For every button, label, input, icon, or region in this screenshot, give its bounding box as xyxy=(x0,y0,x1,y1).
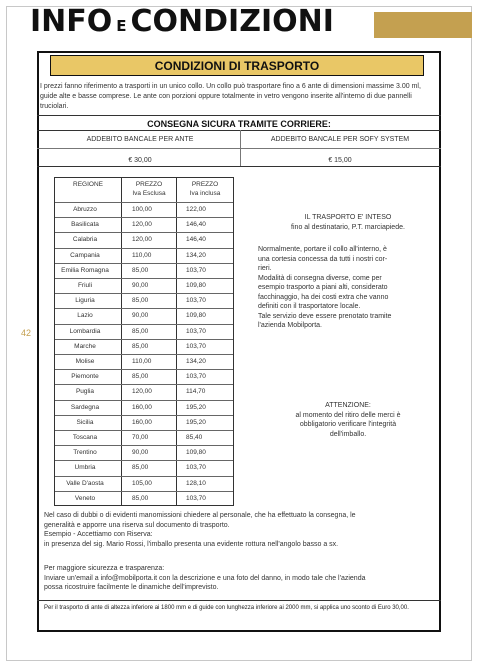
price-incl-vat-cell: 146,40 xyxy=(186,236,206,244)
consegna-title: CONSEGNA SICURA TRAMITE CORRIERE: xyxy=(147,119,331,129)
delivery-note-line: definiti con il trasportatore locale. xyxy=(258,303,361,310)
delivery-note-line: rieri. xyxy=(258,265,272,272)
region-cell: Marche xyxy=(74,342,96,350)
table-row xyxy=(55,415,233,431)
table-row xyxy=(55,278,233,294)
header-prezzo-inclusa xyxy=(177,180,233,198)
divider xyxy=(37,148,441,149)
bottom-text-line: Nel caso di dubbi o di evidenti manomissioni chiedere al personale, che ha effettuato la consegna, le xyxy=(44,512,356,519)
price-incl-vat-cell: 122,00 xyxy=(186,206,206,213)
delivery-notes xyxy=(258,245,438,331)
section-title-box xyxy=(50,55,424,76)
header-prezzo-inclusa-line1: PREZZO xyxy=(191,181,219,188)
price-excl-vat-cell: 85,00 xyxy=(132,373,149,381)
region-cell: Sardegna xyxy=(70,403,100,411)
table-row xyxy=(55,445,233,461)
region-cell: Piemonte xyxy=(71,373,99,381)
row-divider xyxy=(55,308,233,309)
page-number: 42 xyxy=(21,328,32,338)
header-gold-bar xyxy=(374,12,472,38)
delivery-note-line: Modalità di consegna diverse, come per xyxy=(258,274,382,282)
region-cell: Calabria xyxy=(72,236,98,244)
addebito-sofy-label: ADDEBITO BANCALE PER SOFY SYSTEM xyxy=(270,136,410,143)
price-excl-vat-cell: 110,00 xyxy=(132,251,152,259)
price-incl-vat-cell: 109,80 xyxy=(186,282,206,289)
table-row xyxy=(55,202,233,218)
region-cell: Liguria xyxy=(75,297,95,305)
header-prezzo-esclusa-line2: Iva Esclusa xyxy=(132,190,166,197)
intro-paragraph: I prezzi fanno riferimento a trasporti in un unico collo. Un collo può trasportare fino a 6 ante di dimensioni massime 3.00 ml, guide alte e basse comprese. Le ante con porzioni oppure totalmente in vetro vengono inserite all'interno di due pannelli truciolari. xyxy=(40,83,421,110)
region-cell: Emilia Romagna xyxy=(61,266,109,274)
bottom-text-line: generalità e apporre una riserva sul documento di trasporto. xyxy=(44,521,230,529)
price-excl-vat-cell: 85,00 xyxy=(132,464,149,472)
page-header xyxy=(0,0,478,46)
row-divider xyxy=(55,339,233,340)
table-row xyxy=(55,232,233,248)
divider xyxy=(37,166,441,167)
price-incl-vat-cell: 109,80 xyxy=(186,312,206,320)
row-divider xyxy=(55,460,233,461)
price-incl-vat-cell: 103,70 xyxy=(186,464,206,472)
price-incl-vat-cell: 134,20 xyxy=(186,251,206,259)
attenzione-line: dell'imballo. xyxy=(329,430,367,438)
region-cell: Campania xyxy=(70,251,100,259)
row-divider xyxy=(55,384,233,385)
price-incl-vat-cell: 114,70 xyxy=(186,388,206,396)
delivery-note-line: facchinaggio, ha dei costi extra che vanno xyxy=(258,293,389,301)
addebito-ante-label: ADDEBITO BANCALE PER ANTE xyxy=(86,136,194,143)
header-prezzo-esclusa xyxy=(122,180,176,198)
region-cell: Sicilia xyxy=(76,418,94,426)
row-divider xyxy=(55,293,233,294)
price-excl-vat-cell: 90,00 xyxy=(132,282,149,289)
header-title-connector: E xyxy=(116,17,127,35)
delivery-note-line: una cortesia concessa da tutti i nostri cor- xyxy=(258,255,388,263)
price-incl-vat-cell: 134,20 xyxy=(186,358,206,365)
table-row xyxy=(55,400,233,416)
row-divider xyxy=(55,324,233,325)
row-divider xyxy=(55,476,233,477)
price-incl-vat-cell: 195,20 xyxy=(186,418,206,426)
addebito-ante-price: € 30,00 xyxy=(128,157,152,164)
region-cell: Lombardia xyxy=(69,327,101,335)
price-incl-vat-cell: 195,20 xyxy=(186,403,206,411)
price-excl-vat-cell: 100,00 xyxy=(132,206,152,213)
row-divider xyxy=(55,263,233,264)
price-incl-vat-cell: 146,40 xyxy=(186,221,206,229)
table-row xyxy=(55,263,233,279)
row-divider xyxy=(55,415,233,416)
delivery-note-line: l'azienda Mobilporta. xyxy=(258,322,322,329)
price-incl-vat-cell: 103,70 xyxy=(186,373,206,381)
row-divider xyxy=(55,217,233,218)
region-cell: Valle D'aosta xyxy=(66,479,104,487)
table-row xyxy=(55,460,233,476)
region-cell: Trentino xyxy=(73,449,97,457)
region-cell: Puglia xyxy=(75,388,95,396)
delivery-note-line: esempio trasporto a piani alti, considerato xyxy=(258,284,388,291)
bottom-text-line: Esempio - Accettiamo con Riserva: xyxy=(44,531,153,538)
price-excl-vat-cell: 85,00 xyxy=(132,327,149,335)
table-row xyxy=(55,339,233,355)
header-prezzo-inclusa-line2: Iva inclusa xyxy=(189,190,221,197)
price-excl-vat-cell: 160,00 xyxy=(132,418,152,426)
header-prezzo-esclusa-line1: PREZZO xyxy=(135,181,163,188)
attenzione-line: obbligatorio verificare l'integrità xyxy=(299,421,397,428)
addebito-sofy-price: € 15,00 xyxy=(328,157,352,164)
price-excl-vat-cell: 110,00 xyxy=(132,358,152,365)
row-divider xyxy=(55,248,233,249)
row-divider xyxy=(55,202,233,203)
table-row xyxy=(55,217,233,233)
price-excl-vat-cell: 85,00 xyxy=(132,342,149,350)
table-row xyxy=(55,430,233,446)
bottom-text-line: in presenza del sig. Mario Rossi, l'imballo presenta una evidente rottura nell'angolo basso a sx. xyxy=(44,540,339,548)
header-region: REGIONE xyxy=(73,181,103,188)
row-divider xyxy=(55,232,233,233)
header-title xyxy=(30,4,334,39)
price-incl-vat-cell: 109,80 xyxy=(186,449,206,457)
table-row xyxy=(55,324,233,340)
price-excl-vat-cell: 105,00 xyxy=(132,479,152,487)
attenzione-note xyxy=(258,401,438,439)
price-excl-vat-cell: 120,00 xyxy=(132,236,152,244)
region-cell: Lazio xyxy=(77,312,93,320)
price-incl-vat-cell: 103,70 xyxy=(186,327,206,335)
header-title-condizioni: CONDIZIONI xyxy=(130,4,334,39)
price-excl-vat-cell: 160,00 xyxy=(132,403,152,411)
region-cell: Toscana xyxy=(72,434,98,441)
delivery-note-line: Tale servizio deve essere prenotato tramite xyxy=(258,312,392,320)
trasparenza-paragraph xyxy=(44,564,436,593)
region-cell: Abruzzo xyxy=(73,206,97,213)
price-excl-vat-cell: 85,00 xyxy=(132,494,149,502)
attenzione-line: al momento del ritiro delle merci è xyxy=(295,411,401,419)
table-row xyxy=(55,384,233,400)
delivery-note-line: Normalmente, portare il collo all'interno, è xyxy=(258,246,387,253)
divider xyxy=(37,115,441,116)
row-divider xyxy=(55,354,233,355)
trasporto-line: fino al destinatario, P.T. marciapiede. xyxy=(291,223,405,231)
header-title-info: INFO xyxy=(30,4,113,39)
section-title: CONDIZIONI DI TRASPORTO xyxy=(154,59,320,73)
divider xyxy=(37,600,441,601)
attenzione-line: ATTENZIONE: xyxy=(325,402,371,409)
row-divider xyxy=(55,445,233,446)
price-incl-vat-cell: 103,70 xyxy=(186,494,206,502)
region-cell: Veneto xyxy=(74,494,96,502)
region-cell: Friuli xyxy=(77,282,93,289)
row-divider xyxy=(55,491,233,492)
region-cell: Umbria xyxy=(74,464,96,472)
price-excl-vat-cell: 90,00 xyxy=(132,312,149,320)
table-row xyxy=(55,293,233,309)
trasporto-line: IL TRASPORTO E' INTESO xyxy=(304,214,392,221)
table-row xyxy=(55,369,233,385)
price-excl-vat-cell: 120,00 xyxy=(132,388,152,396)
price-excl-vat-cell: 90,00 xyxy=(132,449,149,457)
price-incl-vat-cell: 85,40 xyxy=(186,434,203,441)
price-incl-vat-cell: 103,70 xyxy=(186,266,206,274)
price-excl-vat-cell: 70,00 xyxy=(132,434,149,441)
table-row xyxy=(55,354,233,370)
divider xyxy=(37,130,441,131)
table-row xyxy=(55,308,233,324)
price-incl-vat-cell: 103,70 xyxy=(186,342,206,350)
table-row xyxy=(55,248,233,264)
price-excl-vat-cell: 85,00 xyxy=(132,297,149,305)
shipping-price-table xyxy=(54,177,234,506)
row-divider xyxy=(55,369,233,370)
riserva-paragraph xyxy=(44,511,436,549)
row-divider xyxy=(55,400,233,401)
price-excl-vat-cell: 85,00 xyxy=(132,266,149,274)
row-divider xyxy=(55,278,233,279)
price-excl-vat-cell: 120,00 xyxy=(132,221,152,229)
price-incl-vat-cell: 128,10 xyxy=(186,479,206,487)
region-cell: Basilicata xyxy=(71,221,99,229)
trasporto-note xyxy=(258,213,438,232)
table-row xyxy=(55,491,233,507)
price-incl-vat-cell: 103,70 xyxy=(186,297,206,305)
row-divider xyxy=(55,430,233,431)
region-cell: Molise xyxy=(75,358,95,365)
table-row xyxy=(55,476,233,492)
bottom-text-line: possa ricostruire facilmente le dinamiche dell'imprevisto. xyxy=(44,584,219,591)
bottom-text-line: Per maggiore sicurezza e trasparenza: xyxy=(44,565,165,572)
bottom-text-line: Inviare un'email a info@mobilporta.it con la descrizione e una foto del danno, in modo tale che l'azienda xyxy=(44,574,366,582)
footnote: Per il trasporto di ante di altezza inferiore ai 1800 mm e di guide con lunghezza inferiore ai 2000 mm, si applica uno sconto di Euro 30,00. xyxy=(44,605,409,611)
